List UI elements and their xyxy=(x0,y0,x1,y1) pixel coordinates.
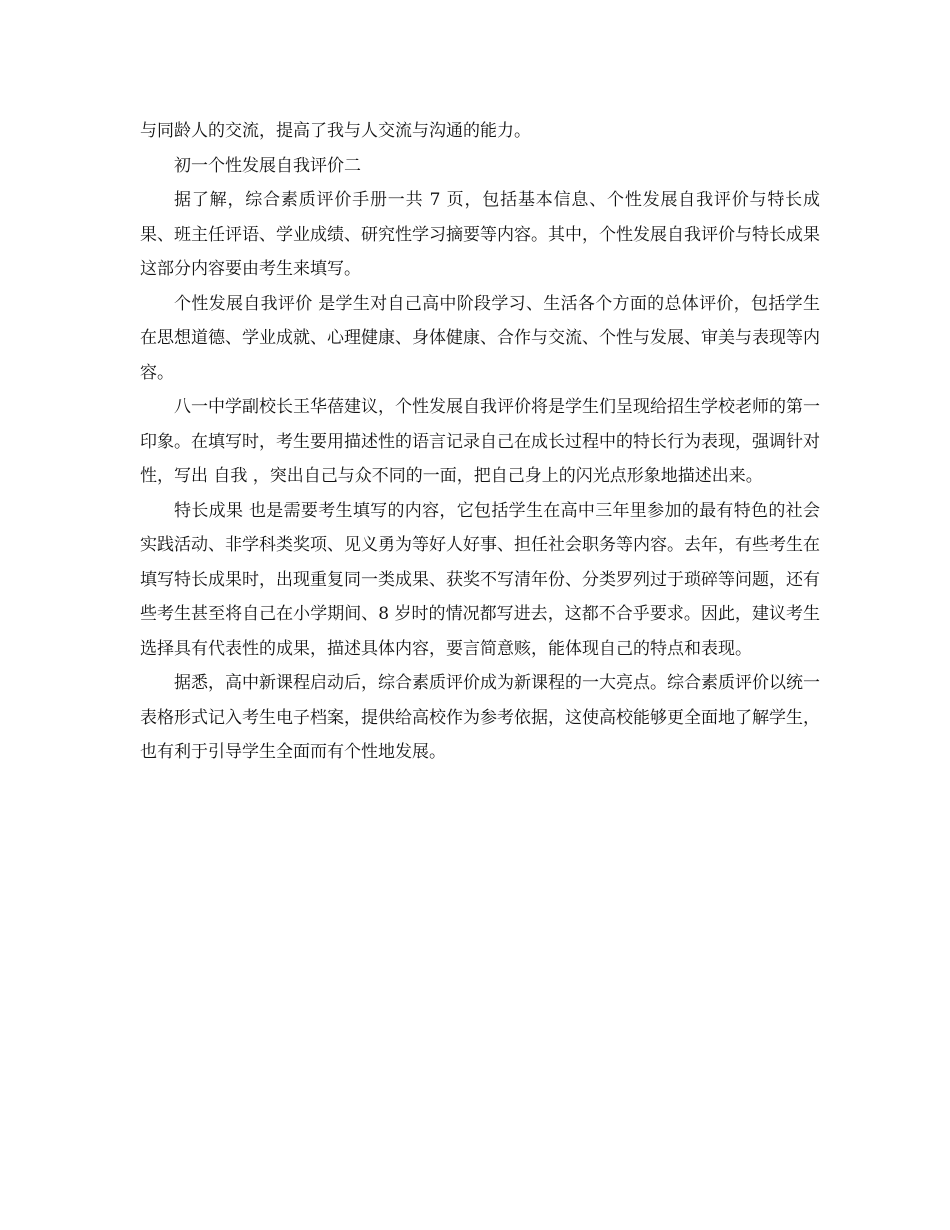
document-body xyxy=(140,114,820,770)
paragraph-handbook-intro: 据了解，综合素质评价手册一共 7 页，包括基本信息、个性发展自我评价与特长成果、班主任评语、学业成绩、研究性学习摘要等内容。其中，个性发展自我评价与特长成果这部分内容要由考生来填写。 xyxy=(140,190,820,279)
section-title: 初一个性发展自我评价二 xyxy=(174,155,361,176)
paragraph-new-curriculum: 据悉，高中新课程启动后，综合素质评价成为新课程的一大亮点。综合素质评价以统一表格形式记入考生电子档案，提供给高校作为参考依据，这使高校能够更全面地了解学生，也有利于引导学生全面而有个性地发展。 xyxy=(140,673,820,762)
paragraph-achievements: 特长成果 也是需要考生填写的内容，它包括学生在高中三年里参加的最有特色的社会实践活动、非学科类奖项、见义勇为等好人好事、担任社会职务等内容。去年，有些考生在填写特长成果时，出现重复同一类成果、获奖不写清年份、分类罗列过于琐碎等问题，还有些考生甚至将自己在小学期间、8 岁时的情况都写进去，这都不合乎要求。因此，建议考生选择具有代表性的成果，描述具体内容，要言简意赅，能体现自己的特点和表现。 xyxy=(140,500,820,659)
paragraph-self-evaluation-definition: 个性发展自我评价 是学生对自己高中阶段学习、生活各个方面的总体评价，包括学生在思想道德、学业成就、心理健康、身体健康、合作与交流、个性与发展、审美与表现等内容。 xyxy=(140,293,820,383)
paragraph-continuation: 与同龄人的交流，提高了我与人交流与沟通的能力。 xyxy=(140,121,531,141)
paragraph-vice-principal-advice: 八一中学副校长王华蓓建议，个性发展自我评价将是学生们呈现给招生学校老师的第一印象。在填写时，考生要用描述性的语言记录自己在成长过程中的特长行为表现，强调针对性，写出 自我 ，突出自己与众不同的一面，把自己身上的闪光点形象地描述出来。 xyxy=(140,397,820,486)
